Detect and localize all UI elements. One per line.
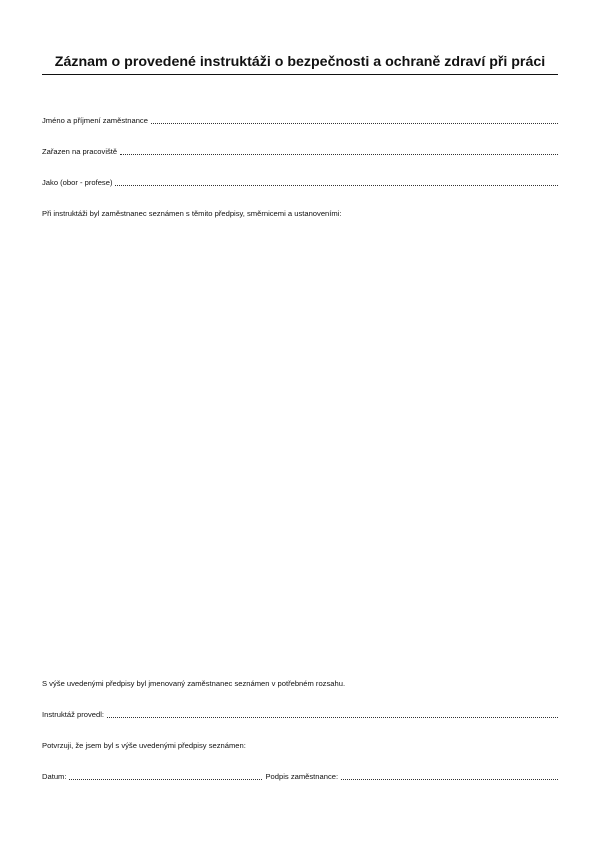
instructor-fill-line[interactable] [107,717,558,718]
signature-fill-line[interactable] [341,779,558,780]
employee-name-fill-line[interactable] [151,123,558,124]
employee-name-label: Jméno a příjmení zaměstnance [42,116,148,125]
profession-label: Jako (obor - profese) [42,178,113,187]
profession-fill-line[interactable] [115,185,558,186]
date-signature-row [42,772,558,782]
date-fill-line[interactable] [69,779,262,780]
employee-name-field [42,116,558,126]
title-underline [42,74,558,75]
profession-field [42,178,558,188]
workplace-field [42,147,558,157]
regulations-intro: Při instruktáži byl zaměstnanec seznámen s těmito předpisy, směrnicemi a ustanoveními: [42,209,342,218]
employee-confirmation: Potvrzuji, že jsem byl s výše uvedenými předpisy seznámen: [42,741,246,750]
confirmation-statement: S výše uvedenými předpisy byl jmenovaný zaměstnanec seznámen v potřebném rozsahu. [42,679,346,688]
instructor-field [42,710,558,720]
workplace-fill-line[interactable] [120,154,558,155]
signature-label: Podpis zaměstnance: [265,772,339,781]
date-label: Datum: [42,772,67,781]
workplace-label: Zařazen na pracoviště [42,147,118,156]
instructor-label: Instruktáž provedl: [42,710,105,719]
document-title: Záznam o provedené instruktáži o bezpečnosti a ochraně zdraví při práci [54,54,546,70]
